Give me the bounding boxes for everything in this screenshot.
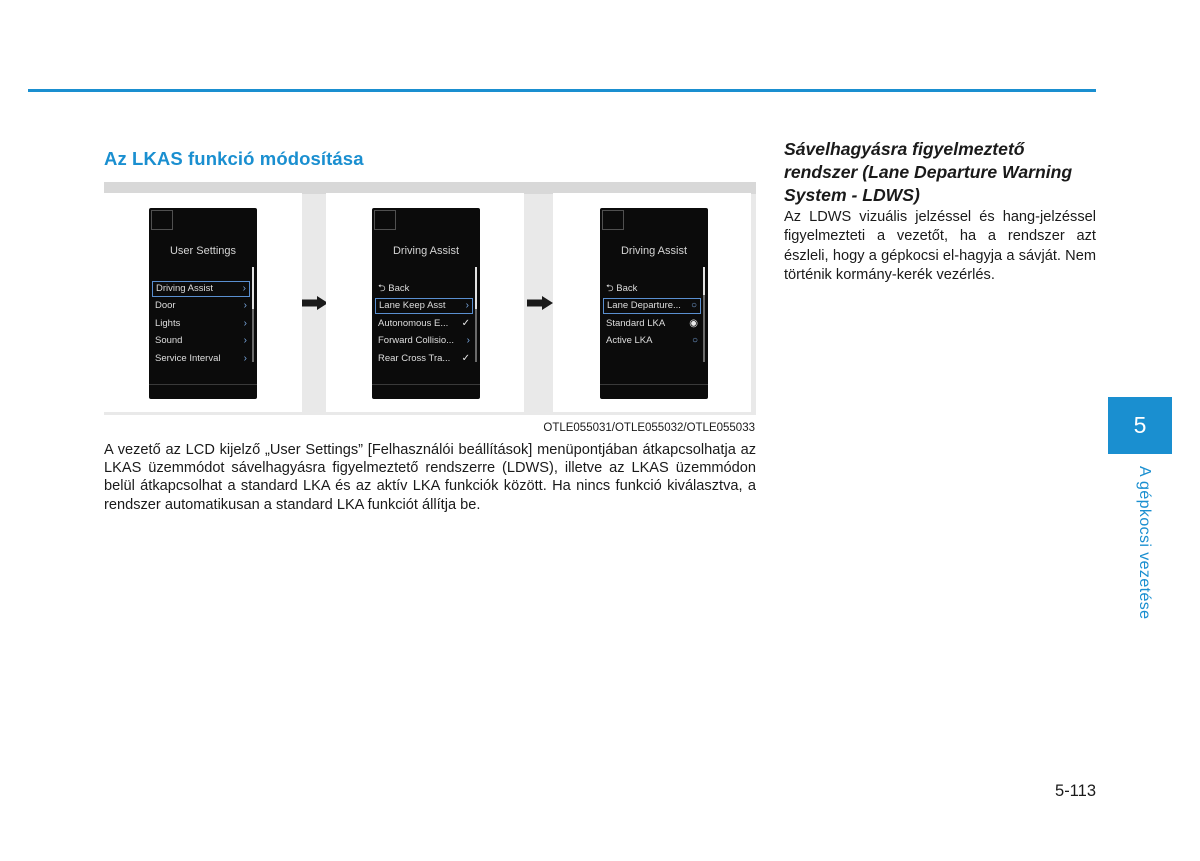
lcd-corner-square (151, 210, 173, 230)
menu-item-label: Sound (155, 335, 183, 346)
screen-card-lka-mode (553, 193, 751, 412)
chevron-right-icon: › (466, 335, 470, 346)
body-paragraph: A vezető az LCD kijelző „User Settings” [Felhasználói beállítások] menüpontjában átkapcsolhatja az LKAS üzemmódot sávelhagyásra figyelmeztető rendszerre (LDWS), illetve az LKAS üzemmódon belül átkapcsolhat a standard LKA és az aktív LKA funkciók között. Ha nincs funkció kiválasztva, a rendszer automatikusan a standard LKA funkciót állítja be. (104, 442, 756, 513)
chevron-right-icon: › (243, 300, 247, 311)
screen-card-driving-assist (326, 193, 524, 412)
checkmark-icon[interactable]: ✓ (461, 353, 470, 364)
menu-item-autonomous-emergency[interactable] (375, 316, 473, 332)
menu-item-label: Door (155, 300, 176, 311)
menu-item-label: Active LKA (606, 335, 653, 346)
menu-item-label: Lane Departure... (607, 300, 681, 311)
scrollbar-thumb[interactable] (252, 267, 255, 309)
lcd-title: Driving Assist (620, 245, 688, 257)
radio-filled-icon[interactable]: ◉ (689, 318, 698, 329)
chevron-right-icon: › (243, 353, 247, 364)
menu-item-back[interactable] (603, 281, 701, 297)
menu-item-service-interval[interactable] (152, 351, 250, 367)
menu-item-label: Rear Cross Tra... (378, 353, 451, 364)
lcd-corner-square (602, 210, 624, 230)
chevron-right-icon: › (243, 318, 247, 329)
menu-item-label: Lights (155, 318, 181, 329)
lcd-figure (104, 182, 756, 415)
chevron-right-icon: › (465, 300, 469, 311)
menu-item-driving-assist[interactable] (152, 281, 250, 297)
radio-empty-icon[interactable]: ○ (690, 300, 697, 311)
scrollbar[interactable] (475, 267, 478, 362)
menu-item-rear-cross-traffic[interactable] (375, 351, 473, 367)
radio-empty-icon[interactable]: ○ (691, 335, 698, 346)
section-title: Az LKAS funkció módosítása (104, 148, 364, 169)
side-paragraph: Az LDWS vizuális jelzéssel és hang-jelzéssel figyelmezteti a vezetőt, ha a rendszer azt észleli, hogy a gépkocsi el-hagyja a sávját. Nem történik kormány-kerék vezérlés. (784, 209, 1096, 283)
right-arrow-icon (527, 296, 553, 310)
lcd-screen-driving-assist (372, 208, 480, 399)
screen-card-user-settings (104, 193, 302, 412)
menu-item-lights[interactable] (152, 316, 250, 332)
scrollbar[interactable] (703, 267, 706, 362)
lcd-bottom-line (372, 384, 480, 385)
menu-item-label: Forward Collisio... (378, 335, 455, 346)
side-heading: Sávelhagyásra figyelmeztető rendszer (Lane Departure Warning System - LDWS) (784, 139, 1073, 205)
scrollbar[interactable] (252, 267, 255, 362)
lcd-title: Driving Assist (392, 245, 460, 257)
lcd-bottom-line (149, 384, 257, 385)
chapter-tab: 5 (1108, 397, 1172, 454)
scrollbar-thumb[interactable] (475, 267, 478, 309)
menu-item-standard-lka[interactable] (603, 316, 701, 332)
menu-item-label: Lane Keep Asst (379, 300, 446, 311)
menu-item-door[interactable] (152, 298, 250, 314)
top-rule (28, 89, 1096, 92)
chevron-right-icon: › (243, 335, 247, 346)
menu-item-forward-collision[interactable] (375, 333, 473, 349)
lcd-title: User Settings (169, 245, 237, 257)
chapter-label: A gépkocsi vezetése (1136, 466, 1153, 620)
lcd-screen-lka-mode (600, 208, 708, 399)
menu-item-label: Service Interval (155, 353, 221, 364)
right-arrow-icon (302, 296, 328, 310)
menu-item-label: Autonomous E... (378, 318, 449, 329)
scrollbar-thumb[interactable] (703, 267, 706, 295)
menu-item-sound[interactable] (152, 333, 250, 349)
lcd-bottom-line (600, 384, 708, 385)
menu-item-label: ⮌ Back (378, 283, 410, 294)
menu-item-lane-departure[interactable] (603, 298, 701, 314)
menu-item-lane-keep-asst[interactable] (375, 298, 473, 314)
menu-item-label: ⮌ Back (606, 283, 638, 294)
checkmark-icon[interactable]: ✓ (461, 318, 470, 329)
chevron-right-icon: › (242, 283, 246, 294)
page-number: 5-113 (1055, 782, 1096, 800)
menu-item-label: Driving Assist (156, 283, 214, 294)
figure-caption: OTLE055031/OTLE055032/OTLE055033 (543, 422, 755, 434)
lcd-corner-square (374, 210, 396, 230)
menu-item-label: Standard LKA (606, 318, 666, 329)
lcd-screen-user-settings (149, 208, 257, 399)
menu-item-active-lka[interactable] (603, 333, 701, 349)
menu-item-back[interactable] (375, 281, 473, 297)
